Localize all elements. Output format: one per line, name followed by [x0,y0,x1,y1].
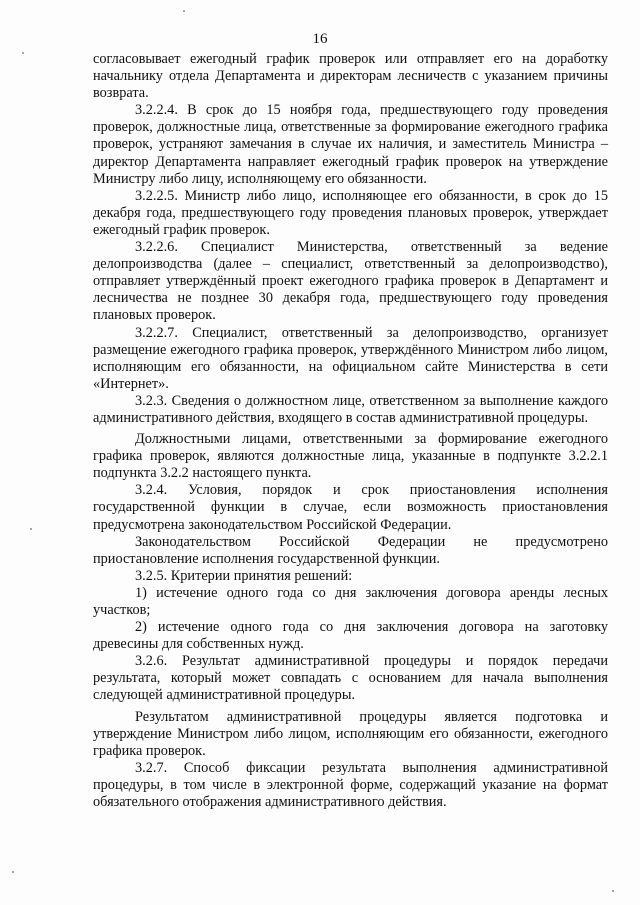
paragraph-3-2-2-4: 3.2.2.4. В срок до 15 ноября года, предшествующего году проведения проверок, должностные лица, ответственные за формирование ежегодного графика проверок, устраняют замечания в случае их наличия, и заместитель Министра – директор Департамента направляет ежегодный график проверок на утверждение Министру либо лицу, исполняющему его обязанности. [93,102,608,187]
paragraph-3-2-4: 3.2.4. Условия, порядок и срок приостановления исполнения государственной функции в случае, если возможность приостановления предусмотрена законодательством Российской Федерации. [93,482,608,533]
criterion-1: 1) истечение одного года со дня заключения договора аренды лесных участков; [93,584,608,618]
paragraph-3-2-2-7: 3.2.2.7. Специалист, ответственный за делопроизводство, организует размещение ежегодного графика проверок, утверждённого Министром либо лицом, исполняющим его обязанности, на официальном сайте Министерства в сети «Интернет». [93,324,608,392]
scan-speck [183,10,185,12]
criterion-2: 2) истечение одного года со дня заключения договора на заготовку древесины для собственных нужд. [93,619,608,653]
page-number: 16 [312,31,328,47]
paragraph-3-2-3: 3.2.3. Сведения о должностном лице, ответственном за выполнение каждого административного действия, входящего в состав административной процедуры. [93,392,608,426]
paragraph-3-2-2-6: 3.2.2.6. Специалист Министерства, ответственный за ведение делопроизводства (далее – специалист, ответственный за делопроизводство), отправляет утверждённый проект ежегодного графика проверок в Департамент и лесничества не позднее 30 декабря года, предшествующего году проведения плановых проверок. [93,239,608,324]
paragraph-suspension-not-provided: Законодательством Российской Федерации не предусмотрено приостановление исполнения государственной функции. [93,533,608,567]
paragraph-continuation: согласовывает ежегодный график проверок или отправляет его на доработку начальнику отдела Департамента и директорам лесничеств с указанием причины возврата. [93,51,608,102]
scan-speck [612,890,614,892]
paragraph-3-2-6: 3.2.6. Результат административной процедуры и порядок передачи результата, который может совпадать с основанием для начала выполнения следующей административной процедуры. [93,653,608,704]
document-body [93,51,608,811]
paragraph-3-2-5: 3.2.5. Критерии принятия решений: [135,567,353,584]
scan-speck [12,871,14,873]
scan-speck [30,528,32,530]
paragraph-3-2-2-5: 3.2.2.5. Министр либо лицо, исполняющее его обязанности, в срок до 15 декабря года, предшествующего году проведения плановых проверок, утверждает ежегодный график проверок. [93,187,608,238]
paragraph-procedure-result: Результатом административной процедуры является подготовка и утверждение Министром либо лицом, исполняющим его обязанности, ежегодного графика проверок. [93,708,608,759]
paragraph-responsible-officials: Должностными лицами, ответственными за формирование ежегодного графика проверок, являются должностные лица, указанные в подпункте 3.2.2.1 подпункта 3.2.2 настоящего пункта. [93,431,608,482]
scan-speck [22,52,24,54]
paragraph-3-2-7: 3.2.7. Способ фиксации результата выполнения административной процедуры, в том числе в электронной форме, содержащий указание на формат обязательного отображения административного действия. [93,759,608,811]
